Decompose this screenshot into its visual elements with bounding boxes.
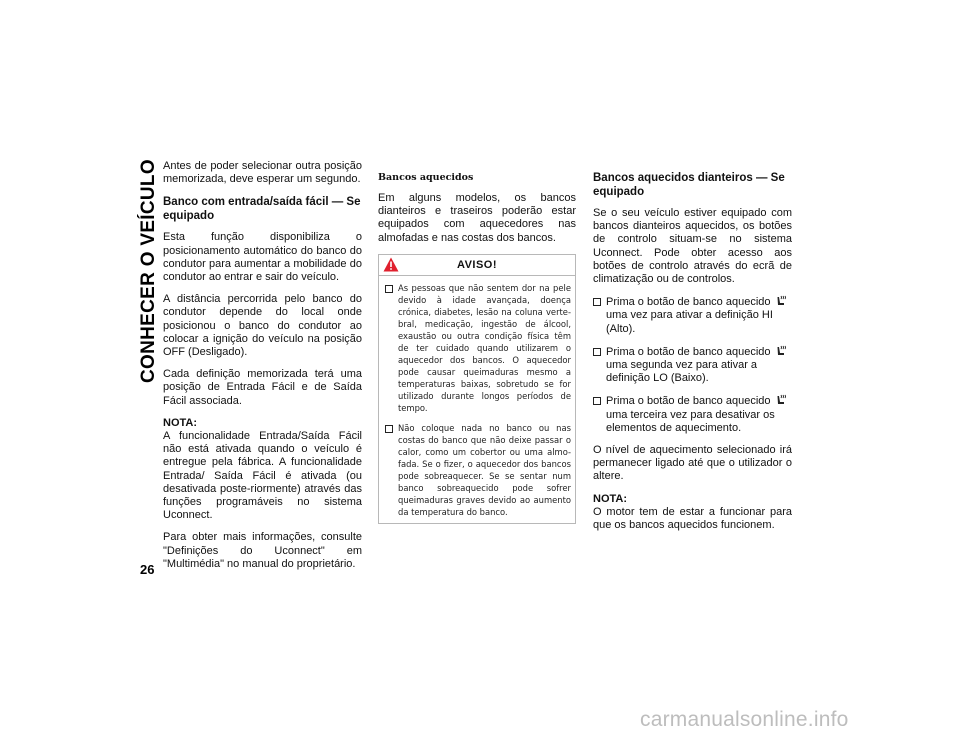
paragraph: Em alguns modelos, os bancos dianteiros e traseiros poderão estar equipados com aquecedores nas almofadas e nas costas dos bancos. (378, 192, 576, 244)
warning-item-text: As pessoas que não sentem dor na pele devido à idade avançada, doença crónica, diabetes, lesão na coluna verte-bral, medicação, ingestão de álcool, exaustão ou outra condição física têm de ter cuidado quando utilizarem o aquecedor dos bancos. O aquecedor pode causar queimaduras mesmo a temperaturas baixas, sobretudo se for utilizado durante longos períodos de tempo. (398, 282, 571, 413)
heated-seat-icon (775, 295, 787, 307)
warning-item (383, 282, 571, 414)
note-title: NOTA: (593, 492, 628, 505)
list-item-text (606, 295, 792, 336)
paragraph: Esta função disponibiliza o posicionamento automático do banco do condutor para aumentar a mobilidade do condutor ao entrar e sair do veículo. (163, 231, 362, 284)
paragraph: Para obter mais informações, consulte "Definições do Uconnect" em "Multimédia" no manual do proprietário. (163, 531, 362, 570)
column-3 (593, 160, 792, 541)
warning-item-text: Não coloque nada no banco ou nas costas do banco que não deixe passar o calor, como um cobertor ou uma almo-fada. Se o fizer, o aquecedor dos bancos pode sobreaquecer. Se se sentar num banco sobreaquecido pode sofrer queimaduras graves devido ao aumento da temperatura do banco. (398, 422, 571, 517)
checkbox-bullet-icon (593, 397, 601, 405)
warning-title: AVISO! (456, 258, 498, 271)
paragraph: Cada definição memorizada terá uma posição de Entrada Fácil e de Saída Fácil associada. (163, 368, 362, 407)
note-text: O motor tem de estar a funcionar para que os bancos aquecidos funcionem. (593, 505, 792, 532)
note (593, 493, 792, 533)
warning-header (379, 255, 575, 276)
list-item (593, 345, 792, 386)
note (163, 417, 362, 523)
list-item (593, 295, 792, 336)
checkbox-bullet-icon (385, 425, 393, 433)
list-item (593, 394, 792, 435)
paragraph: A distância percorrida pelo banco do condutor depende do local onde posicionou o banco do condutor ao colocar a ignição do veículo na posição OFF (Desligado). (163, 293, 362, 359)
column-2 (378, 160, 576, 524)
list-item-text-after: uma segunda vez para ativar a definição LO (Baixo). (606, 359, 758, 385)
list-item-text-after: uma vez para ativar a definição HI (Alto). (606, 309, 773, 335)
side-section-title: CONHECER O VEÍCULO (138, 159, 159, 383)
page-number: 26 (140, 562, 155, 577)
heated-seat-icon (775, 394, 787, 406)
warning-body (379, 276, 575, 523)
section-heading-front-heated-seats: Bancos aquecidos dianteiros — Se equipado (593, 172, 785, 198)
note-title: NOTA: (163, 416, 198, 429)
list-item-text (606, 345, 792, 386)
list-item-text-before: Prima o botão de banco aquecido (606, 296, 771, 309)
list-item-text-after: uma terceira vez para desativar os elementos de aquecimento. (606, 408, 775, 434)
section-heading-easy-entry: Banco com entrada/saída fácil — Se equipado (163, 196, 361, 223)
watermark: carmanualsonline.info (640, 708, 849, 731)
warning-item (383, 422, 571, 518)
section-heading-heated-seats: Bancos aquecidos (378, 172, 474, 183)
intro-paragraph: Antes de poder selecionar outra posição memorizada, deve esperar um segundo. (163, 160, 362, 186)
list-item-text-before: Prima o botão de banco aquecido (606, 395, 771, 408)
paragraph: O nível de aquecimento selecionado irá permanecer ligado até que o utilizador o altere. (593, 444, 792, 483)
checkbox-bullet-icon (593, 298, 601, 306)
paragraph: Se o seu veículo estiver equipado com bancos dianteiros aquecidos, os botões de controlo situam-se no sistema Uconnect. Pode obter acesso aos botões de controlo através do ecrã de climatização ou de controlos. (593, 207, 792, 286)
column-1 (163, 160, 362, 580)
warning-box (378, 254, 576, 524)
warning-triangle-icon (383, 257, 399, 272)
list-item-text (606, 394, 792, 435)
note-text: A funcionalidade Entrada/Saída Fácil não está ativada quando o veículo é entregue pela fábrica. A funcionalidade Entrada/ Saída Fácil é ativada (ou desativada poste-riormente) através das funções programáveis no sistema Uconnect. (163, 430, 362, 522)
checkbox-bullet-icon (385, 285, 393, 293)
checkbox-bullet-icon (593, 348, 601, 356)
list-item-text-before: Prima o botão de banco aquecido (606, 345, 771, 358)
heated-seat-icon (775, 345, 787, 357)
